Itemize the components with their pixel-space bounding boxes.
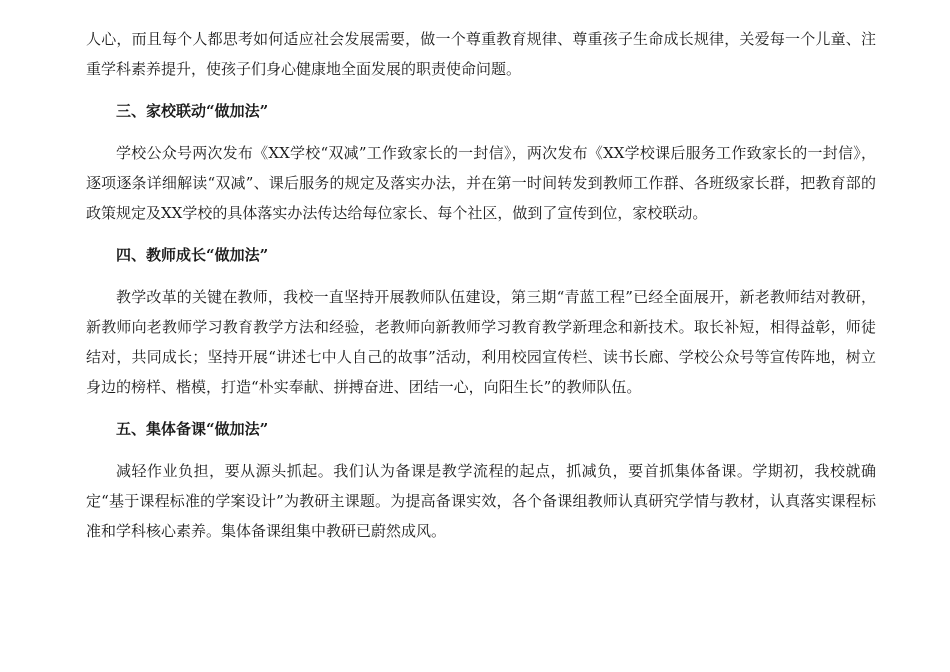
intro-paragraph: 人心，而且每个人都思考如何适应社会发展需要，做一个尊重教育规律、尊重孩子生命成长规律，关爱每一个儿童、注重学科素养提升，使孩子们身心健康地全面发展的职责使命问题。	[86, 30, 876, 78]
section-3-body: 学校公众号两次发布《XX学校“双减”工作致家长的一封信》，两次发布《XX学校课后服务工作致家长的一封信》，逐项逐条详细解读“双减”、课后服务的规定及落实办法，并在第一时间转发到教师工作群、各班级家长群，把教育部的政策规定及XX学校的具体落实办法传达给每位家长、每个社区，做到了宣传到位，家校联动。	[86, 144, 876, 222]
section-3-heading: 三、家校联动“做加法”	[116, 102, 269, 120]
section-5-body: 减轻作业负担，要从源头抓起。我们认为备课是教学流程的起点，抓减负，要首抓集体备课。学期初，我校就确定“基于课程标准的学案设计”为教研主课题。为提高备课实效，各个备课组教师认真研究学情与教材，认真落实课程标准和学科核心素养。集体备课组集中教研已蔚然成风。	[86, 462, 876, 540]
section-5-heading: 五、集体备课“做加法”	[116, 420, 269, 438]
document-page	[86, 24, 876, 664]
section-4-body: 教学改革的关键在教师，我校一直坚持开展教师队伍建设，第三期“青蓝工程”已经全面展开，新老教师结对教研，新教师向老教师学习教育教学方法和经验，老教师向新教师学习教育教学新理念和新技术。取长补短，相得益彰，师徒结对，共同成长；坚持开展“讲述七中人自己的故事”活动，利用校园宣传栏、读书长廊、学校公众号等宣传阵地，树立身边的榜样、楷模，打造“朴实奉献、拼搏奋进、团结一心，向阳生长”的教师队伍。	[86, 288, 876, 396]
section-4-heading: 四、教师成长“做加法”	[116, 246, 269, 264]
